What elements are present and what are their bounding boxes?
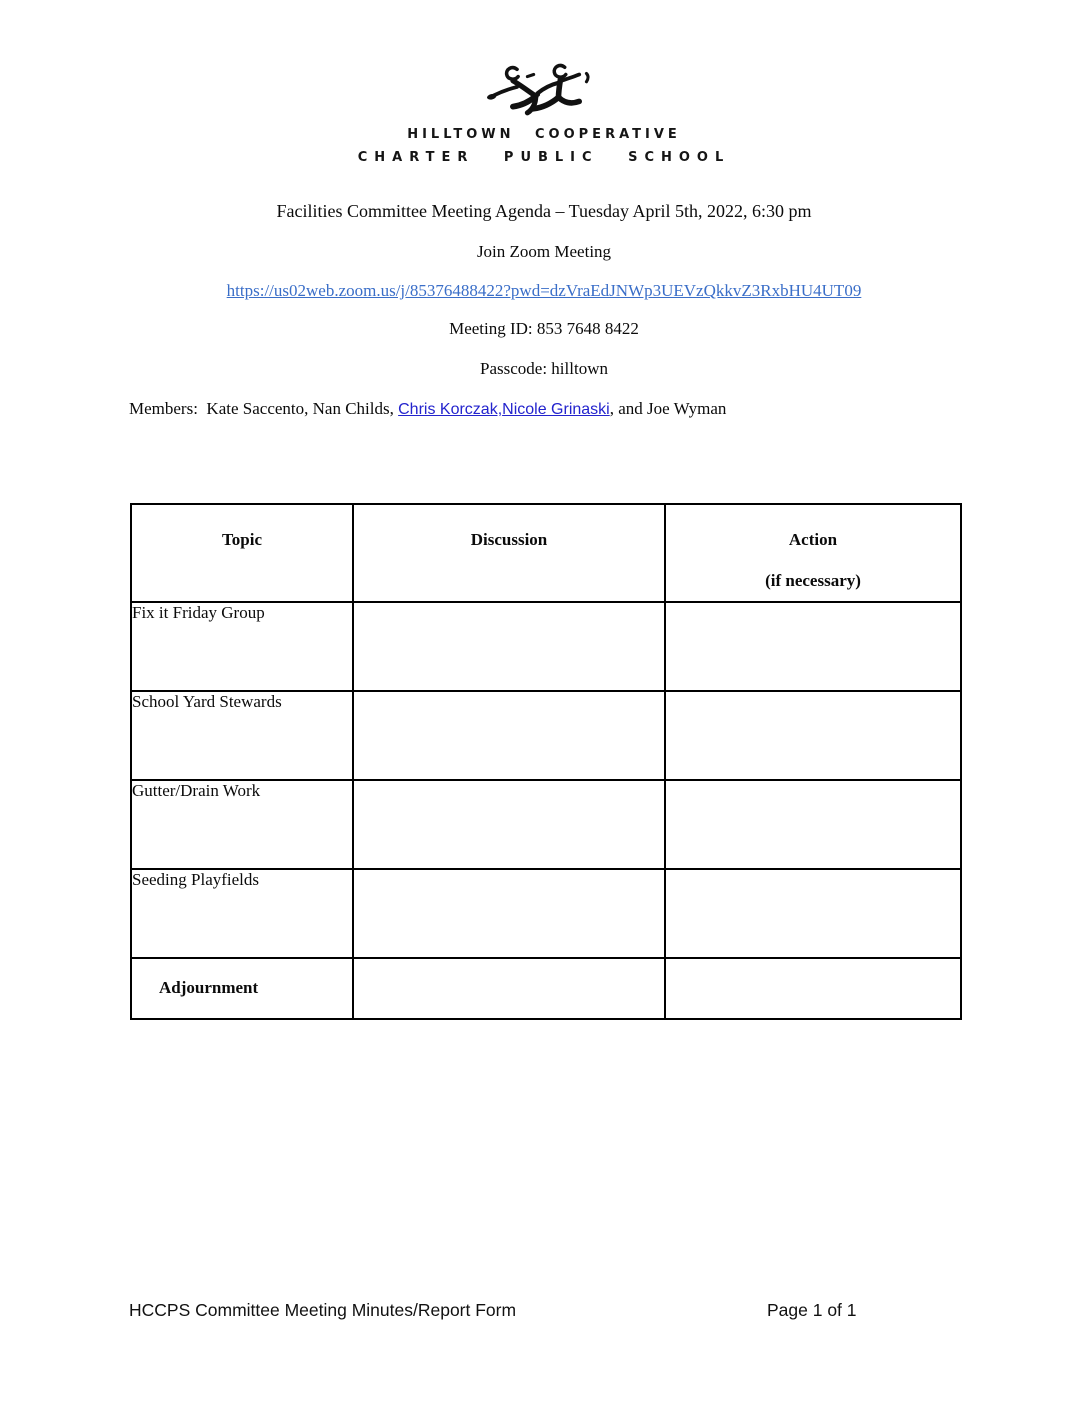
column-header-action	[665, 504, 961, 602]
action-cell	[665, 869, 961, 958]
discussion-cell	[353, 780, 665, 869]
discussion-cell	[353, 869, 665, 958]
members-line	[129, 399, 726, 419]
school-logo	[0, 62, 1088, 165]
footer-page-number: Page 1 of 1	[767, 1300, 857, 1320]
table-header-row	[131, 504, 961, 602]
action-cell	[665, 602, 961, 691]
column-header-discussion-label: Discussion	[470, 530, 548, 549]
children-figures-icon	[486, 62, 602, 116]
topic-cell: Adjournment	[131, 958, 353, 1019]
page-title: Facilities Committee Meeting Agenda – Tuesday April 5th, 2022, 6:30 pm	[276, 201, 812, 221]
members-prefix: Members: Kate Saccento, Nan Childs,	[129, 399, 399, 418]
table-row-adjournment	[131, 958, 961, 1019]
zoom-link-line	[0, 281, 1088, 301]
action-cell	[665, 691, 961, 780]
column-header-action-label: Action	[788, 530, 838, 549]
column-header-topic-label: Topic	[221, 530, 262, 549]
action-cell	[665, 958, 961, 1019]
agenda-table	[130, 503, 962, 1020]
discussion-cell	[353, 958, 665, 1019]
table-row-seeding-playfields	[131, 869, 961, 958]
logo-text-line1: HILLTOWN COOPERATIVE	[407, 127, 681, 142]
members-suffix: , and Joe Wyman	[609, 399, 727, 418]
table-row-school-yard-stewards	[131, 691, 961, 780]
topic-cell: Fix it Friday Group	[131, 602, 353, 691]
topic-cell: School Yard Stewards	[131, 691, 353, 780]
topic-cell: Seeding Playfields	[131, 869, 353, 958]
logo-text-line2: CHARTER PUBLIC SCHOOL	[357, 150, 731, 165]
footer-form-name: HCCPS Committee Meeting Minutes/Report Form	[129, 1300, 517, 1320]
member-link-nicole-grinaski[interactable]: Nicole Grinaski	[502, 401, 610, 418]
column-header-discussion	[353, 504, 665, 602]
member-link-chris-korczak[interactable]: Chris Korczak,	[398, 401, 503, 418]
zoom-meeting-link[interactable]: https://us02web.zoom.us/j/85376488422?pwd=dzVraEdJNWp3UEVzQkkvZ3RxbHU4UT09	[226, 281, 862, 300]
join-zoom-label: Join Zoom Meeting	[476, 242, 612, 261]
table-row-gutter-drain-work	[131, 780, 961, 869]
table-row-fix-it-friday	[131, 602, 961, 691]
column-header-action-sublabel: (if necessary)	[765, 571, 861, 590]
discussion-cell	[353, 602, 665, 691]
meeting-id-label: Meeting ID: 853 7648 8422	[449, 319, 639, 338]
topic-cell: Gutter/Drain Work	[131, 780, 353, 869]
action-cell	[665, 780, 961, 869]
passcode-label: Passcode: hilltown	[480, 359, 608, 378]
discussion-cell	[353, 691, 665, 780]
column-header-topic	[131, 504, 353, 602]
